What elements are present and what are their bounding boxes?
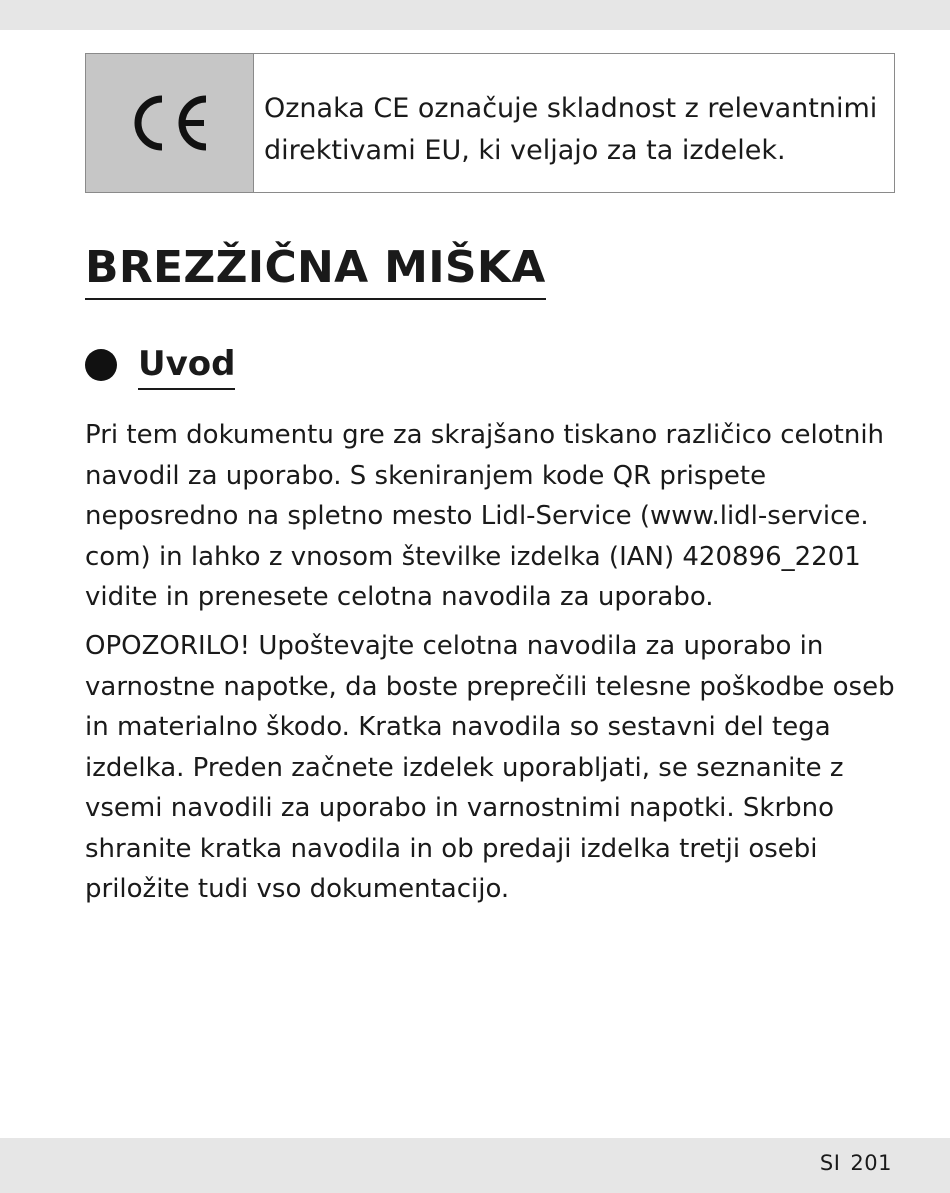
ce-mark-cell [86,54,254,192]
text-line: izdelka. Preden začnete izdelek uporabljati, se seznanite z [85,752,844,783]
ce-notice-line: direktivami EU, ki veljajo za ta izdelek. [264,135,786,166]
intro-paragraph [85,415,895,618]
text-line: OPOZORILO! Upoštevajte celotna navodila za uporabo in [85,631,824,661]
language-code: SI [819,1151,841,1175]
page-number: 201 [850,1151,892,1175]
text-line: neposredno na spletno mesto Lidl-Service (www.lidl-service. [85,501,869,531]
text-line: priložite tudi vso dokumentacijo. [85,874,510,904]
text-line: varnostne napotke, da boste preprečili telesne poškodbe oseb [85,671,895,702]
text-line: shranite kratka navodila in ob predaji izdelka tretji osebi [85,833,818,864]
text-line: in materialno škodo. Kratka navodila so sestavni del tega [85,712,831,742]
bottom-margin-band [0,1138,950,1193]
bullet-icon [85,349,117,381]
section-heading [85,340,235,390]
text-line: vidite in prenesete celotna navodila za uporabo. [85,582,714,612]
ce-notice-line: Oznaka CE označuje skladnost z relevantnimi [264,93,878,124]
text-line: navodil za uporabo. S skeniranjem kode QR prispete [85,460,767,491]
product-title: BREZŽIČNA MIŠKA [85,238,546,300]
text-line: com) in lahko z vnosom številke izdelka (IAN) 420896_2201 [85,541,861,572]
top-margin-band [0,0,950,30]
text-line: Pri tem dokumentu gre za skrajšano tiskano različico celotnih [85,420,885,450]
text-line: vsemi navodili za uporabo in varnostnimi napotki. Skrbno [85,793,835,823]
ce-mark-icon [128,93,212,153]
ce-notice-text [254,54,894,192]
warning-paragraph [85,626,895,910]
ce-notice-box [85,53,895,193]
page-footer [820,1151,892,1175]
section-heading-label: Uvod [138,340,235,390]
